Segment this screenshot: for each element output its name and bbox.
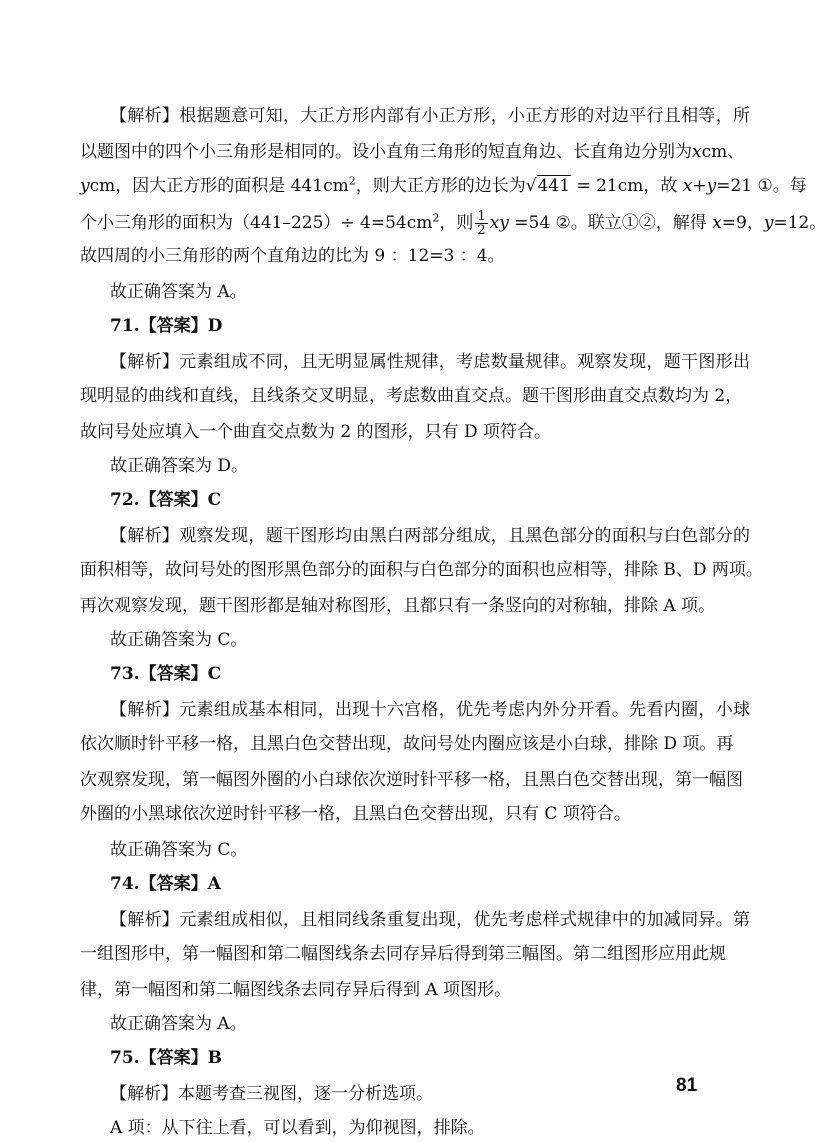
q73-line-3: 次观察发现，第一幅图外圈的小白球依次逆时针平移一格，且黑白色交替出现，第一幅图 <box>80 770 743 790</box>
q74-line-3: 律，第一幅图和第二幅图线条去同存异后得到 A 项图形。 <box>80 980 512 1000</box>
a70-line-4: 个小三角形的面积为$(441-225)\div 4=54cm^2$，则 $\frac{1}{2}$ xy =54 ②。联立①②，解得 x=9，y=12。 <box>80 209 826 238</box>
q75-line-1: 【解析】本题考查三视图，逐一分析选项。 <box>110 1084 433 1104</box>
q74-conclusion: 故正确答案为 A。 <box>110 1014 247 1034</box>
q71-line-1: 【解析】元素组成不同，且无明显属性规律，考虑数量规律。观察发现，题干图形出 <box>110 352 750 372</box>
q75-line-2: A 项：从下往上看，可以看到，为仰视图，排除。 <box>110 1118 485 1138</box>
q71-conclusion: 故正确答案为 D。 <box>110 456 249 476</box>
q74-answer-label: 74.【答案】A <box>110 874 221 894</box>
q72-conclusion: 故正确答案为 C。 <box>110 630 248 650</box>
q73-line-4: 外圈的小黑球依次逆时针平移一格，且黑白色交替出现，只有 C 项符合。 <box>80 804 631 824</box>
q74-line-2: 一组图形中，第一幅图和第二幅图线条去同存异后得到第三幅图。第二组图形应用此规 <box>80 944 726 964</box>
q73-answer-label: 73.【答案】C <box>110 664 222 684</box>
a70-line-2: 以题图中的四个小三角形是相同的。设小直角三角形的短直角边、长直角边分别为xcm、 <box>80 142 745 162</box>
q71-answer-label: 71.【答案】D <box>110 316 223 336</box>
q71-line-3: 故问号处应填入一个曲直交点数为 2 的图形，只有 D 项符合。 <box>80 422 552 442</box>
fraction-one-half: $\frac{1}{2}$ <box>477 209 486 238</box>
q71-line-2: 现明显的曲线和直线，且线条交叉明显，考虑数曲直交点。题干图形曲直交点数均为 2， <box>80 386 743 406</box>
a70-line-1: 【解析】根据题意可知，大正方形内部有小正方形，小正方形的对边平行且相等，所 <box>110 106 750 126</box>
q72-line-2: 面积相等，故问号处的图形黑色部分的面积与白色部分的面积也应相等，排除 B、D 两项。 <box>80 560 763 580</box>
q73-line-1: 【解析】元素组成基本相同，出现十六宫格，优先考虑内外分开看。先看内圈，小球 <box>110 700 750 720</box>
q73-line-2: 依次顺时针平移一格，且黑白色交替出现，故问号处内圈应该是小白球，排除 D 项。再 <box>80 734 734 754</box>
q72-answer-label: 72.【答案】C <box>110 490 222 510</box>
a70-line-5: 故四周的小三角形的两个直角边的比为 9 ：12=3 ：4。 <box>80 246 505 266</box>
q73-conclusion: 故正确答案为 C。 <box>110 840 248 860</box>
a70-conclusion: 故正确答案为 A。 <box>110 282 247 302</box>
q72-line-1: 【解析】观察发现，题干图形均由黑白两部分组成，且黑色部分的面积与白色部分的 <box>110 526 750 546</box>
q74-line-1: 【解析】元素组成相似，且相同线条重复出现，优先考虑样式规律中的加减同异。第 <box>110 910 750 930</box>
page-number: 81 <box>676 1075 698 1096</box>
a70-line-3: ycm，因大正方形的面积是 $441cm^2$，则大正方形的边长为√441 = 21cm，故 x+y=21 ①。每 <box>80 174 807 196</box>
q72-line-3: 再次观察发现，题干图形都是轴对称图形，且都只有一条竖向的对称轴，排除 A 项。 <box>80 596 716 616</box>
q75-answer-label: 75.【答案】B <box>110 1048 222 1068</box>
